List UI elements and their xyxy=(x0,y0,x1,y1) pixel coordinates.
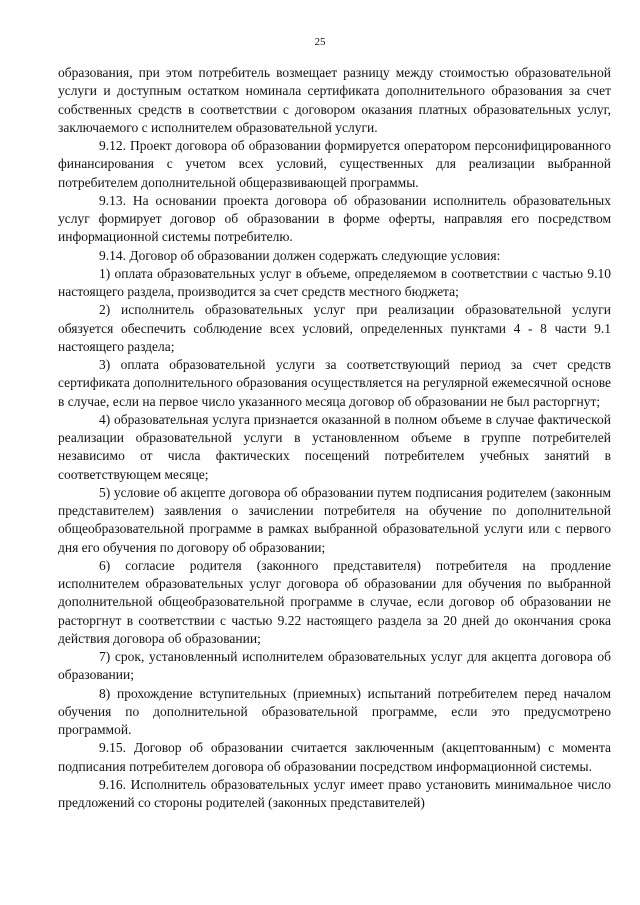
paragraph: образования, при этом потребитель возмещает разницу между стоимостью образовательной услуги и доступным остатком номинала сертификата дополнительного образования за счет собственных средств в соответствии с договором оказания платных образовательных услуг, заключаемого с исполнителем образовательной услуги. xyxy=(58,65,611,135)
page-number: 25 xyxy=(314,36,326,48)
list-item: 1) оплата образовательных услуг в объеме, определяемом в соответствии с частью 9.10 настоящего раздела, производится за счет средств местного бюджета; xyxy=(58,265,611,299)
paragraph: 9.12. Проект договора об образовании формируется оператором персонифицированного финансирования с учетом всех условий, существенных для реализации выбранной потребителем дополнительной общеразвивающей программы. xyxy=(58,138,611,190)
list-item: 2) исполнитель образовательных услуг при реализации образовательной услуги обязуется обеспечить соблюдение всех условий, определенных пунктами 4 - 8 части 9.1 настоящего раздела; xyxy=(58,302,611,354)
list-item: 3) оплата образовательной услуги за соответствующий период за счет средств сертификата дополнительного образования осуществляется на регулярной ежемесячной основе в случае, если на первое число указанного месяца договор об образовании не был расторгнут; xyxy=(58,357,611,409)
list-item: 6) согласие родителя (законного представителя) потребителя на продление исполнителем образовательных услуг договора об образовании для обучения по выбранной дополнительной общеобразовательной программе в случае, если договор об образовании не расторгнут в соответствии с частью 9.22 настоящего раздела за 20 дней до окончания срока действия договора об образовании; xyxy=(58,557,611,646)
paragraph: 9.14. Договор об образовании должен содержать следующие условия: xyxy=(99,247,501,263)
paragraph: 9.15. Договор об образовании считается заключенным (акцептованным) с момента подписания потребителем договора об образовании посредством информационной системы. xyxy=(58,740,611,774)
list-item: 5) условие об акцепте договора об образовании путем подписания родителем (законным представителем) заявления о зачислении потребителя на обучение по дополнительной общеобразовательной программе в рамках выбранной образовательной услуги или с первого дня его обучения по договору об образовании; xyxy=(58,484,611,555)
list-item: 7) срок, установленный исполнителем образовательных услуг для акцепта договора об образовании; xyxy=(58,649,611,683)
paragraph: 9.16. Исполнитель образовательных услуг имеет право установить минимальное число предложений со стороны родителей (законных представителей) xyxy=(58,776,611,810)
body-text xyxy=(58,64,611,812)
paragraph: 9.13. На основании проекта договора об образовании исполнитель образовательных услуг формирует договор об образовании в форме оферты, направляя его посредством информационной системы потребителю. xyxy=(58,192,611,245)
list-item: 4) образовательная услуга признается оказанной в полном объеме в случае фактической реализации образовательной услуги в установленном объеме в группе потребителей независимо от числа фактических посещений потребителем учебных занятий в соответствующем месяце; xyxy=(58,411,611,482)
list-item: 8) прохождение вступительных (приемных) испытаний потребителем перед началом обучения по дополнительной образовательной программе, если это предусмотрено программой. xyxy=(58,685,611,737)
